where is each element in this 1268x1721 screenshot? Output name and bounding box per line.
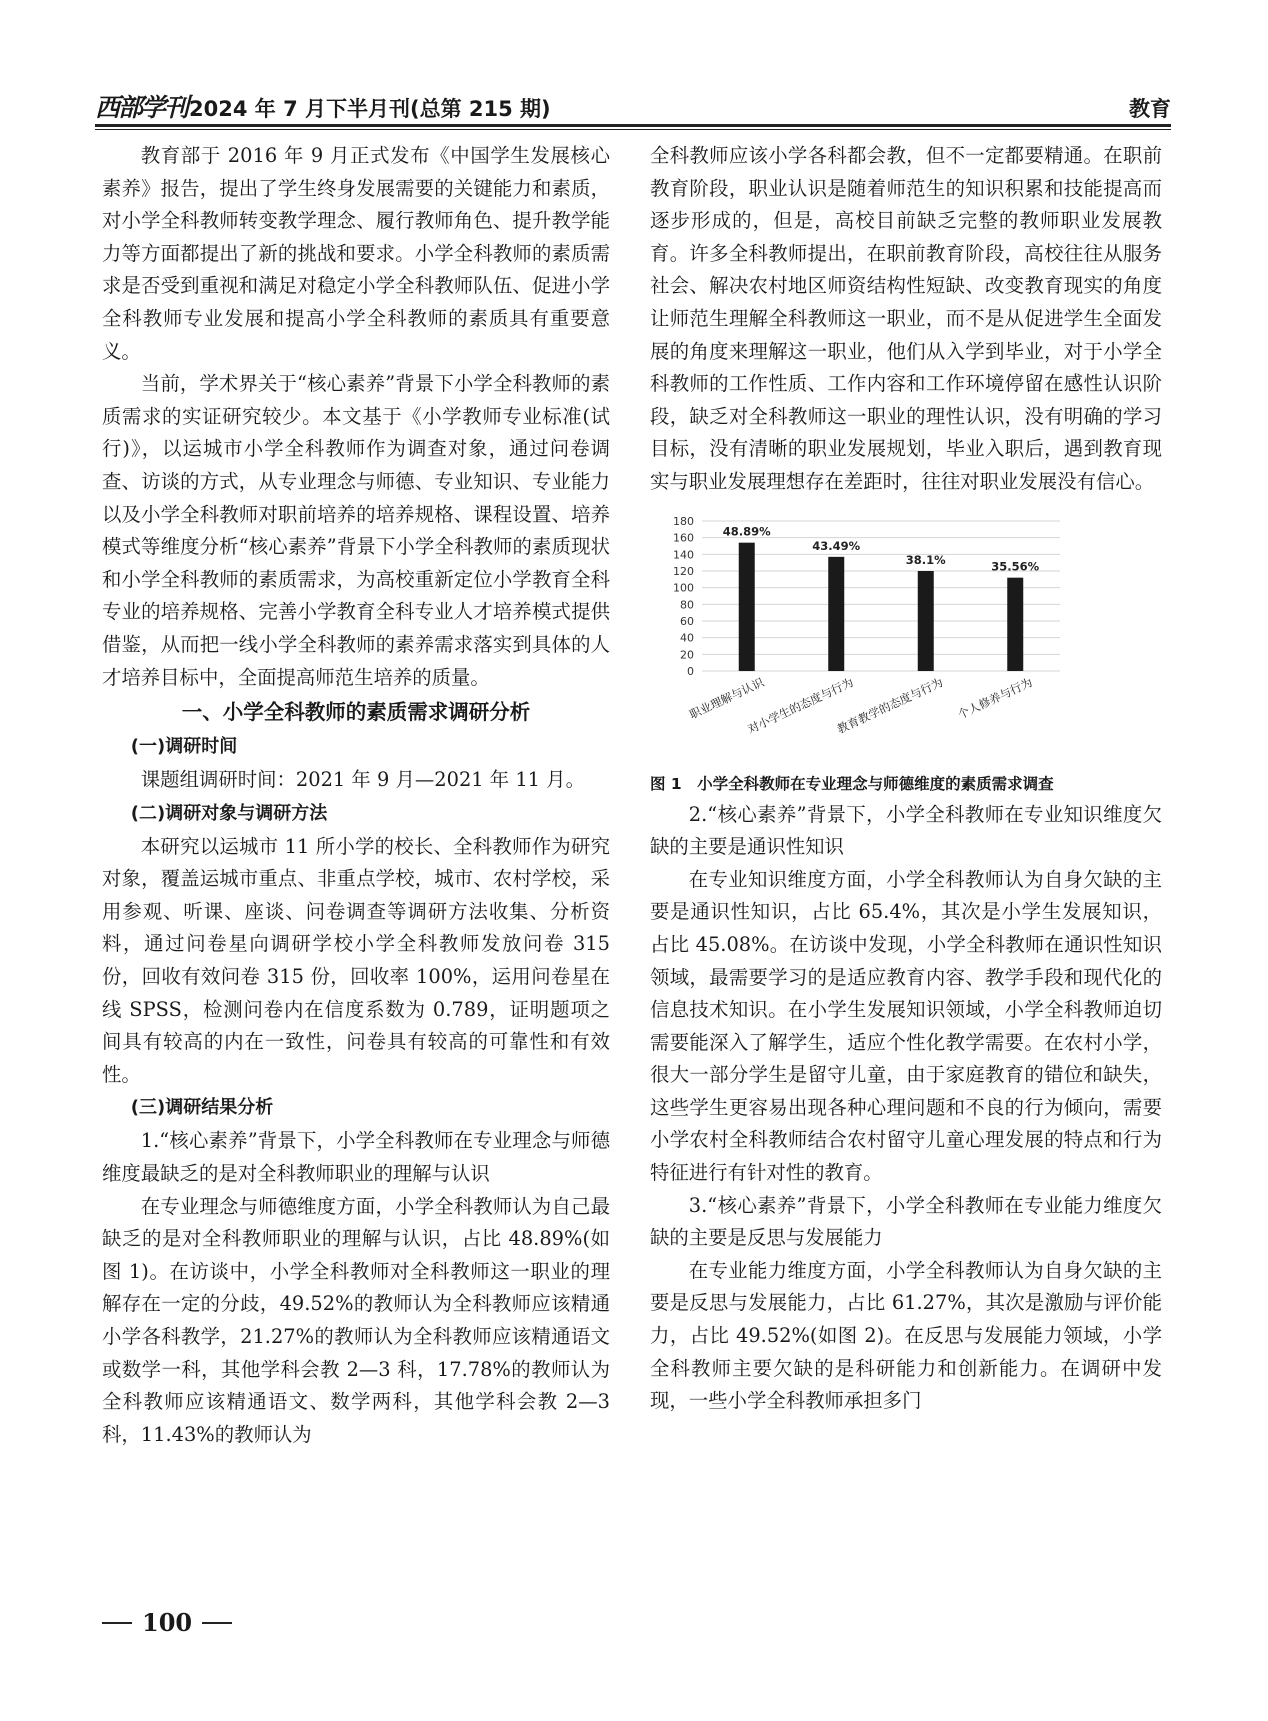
y-tick-label: 80 bbox=[680, 597, 694, 611]
data-label: 38.1% bbox=[905, 552, 946, 567]
y-tick-label: 40 bbox=[680, 631, 694, 645]
paragraph: 全科教师应该小学各科都会教，但不一定都要精通。在职前教育阶段，职业认识是随着师范生的知识积累和技能提高而逐步形成的，但是，高校目前缺乏完整的教师职业发展教育。许多全科教师提出，在职前教育阶段，高校往往从服务社会、解决农村地区师资结构性短缺、改变教育现实的角度让师范生理解全科教师这一职业，而不是从促进学生全面发展的角度来理解这一职业，他们从入学到毕业，对于小学全科教师的工作性质、工作内容和工作环境停留在感性认识阶段，缺乏对全科教师这一职业的理性认识，没有明确的学习目标，没有清晰的职业发展规划，毕业入职后，遇到教育现实与职业发展理想存在差距时，往往对职业发展没有信心。 bbox=[650, 144, 1162, 493]
y-tick-label: 0 bbox=[687, 664, 694, 678]
y-tick-label: 140 bbox=[673, 547, 694, 561]
paragraph: 课题组调研时间：2021 年 9 月—2021 年 11 月。 bbox=[140, 768, 585, 792]
left-column bbox=[102, 140, 610, 1451]
y-tick-label: 20 bbox=[680, 647, 694, 661]
figure-1 bbox=[650, 509, 1162, 769]
paragraph: 在专业能力维度方面，小学全科教师认为自身欠缺的主要是反思与发展能力，占比 61.27%，其次是激励与评价能力，占比 49.52%(如图 2)。在反思与发展能力领域，小学全科教师主要欠缺的是科研能力和创新能力。在调研中发现，一些小学全科教师承担多门 bbox=[650, 1258, 1162, 1413]
subsection-heading: (三)调研结果分析 bbox=[130, 1097, 274, 1119]
data-label: 48.89% bbox=[722, 524, 771, 539]
page-number bbox=[102, 1608, 232, 1637]
y-tick-label: 60 bbox=[680, 614, 694, 628]
page-number-value: 100 bbox=[142, 1608, 193, 1637]
paragraph: 在专业知识维度方面，小学全科教师认为自身欠缺的主要是通识性知识，占比 65.4%，其次是小学生发展知识，占比 45.08%。在访谈中发现，小学全科教师在通识性知识领域，最需要学习的是适应教育内容、教学手段和现代化的信息技术知识。在小学生发展知识领域，小学全科教师迫切需要能深入了解学生，适应个性化教学需要。在农村小学，很大一部分学生是留守儿童，由于家庭教育的错位和缺失，这些学生更容易出现各种心理问题和不良的行为倾向，需要小学农村全科教师结合农村留守儿童心理发展的特点和行为特征进行有针对性的教育。 bbox=[650, 867, 1162, 1185]
paragraph: 教育部于 2016 年 9 月正式发布《中国学生发展核心素养》报告，提出了学生终身发展需要的关键能力和素质，对小学全科教师转变教学理念、履行教师角色、提升教学能力等方面都提出了新的挑战和要求。小学全科教师的素质需求是否受到重视和满足对稳定小学全科教师队伍、促进小学全科教师专业发展和提高小学全科教师的素质具有重要意义。 bbox=[102, 144, 610, 363]
numbered-heading: 3.“核心素养”背景下，小学全科教师在专业能力维度欠缺的主要是反思与发展能力 bbox=[650, 1193, 1162, 1250]
paragraph: 在专业理念与师德维度方面，小学全科教师认为自己最缺乏的是对全科教师职业的理解与认识，占比 48.89%(如图 1)。在访谈中，小学全科教师对全科教师这一职业的理解存在一定的分歧，49.52%的教师认为全科教师应该精通小学各科教学，21.27%的教师认为全科教师应该精通语文或数学一科，其他学科会教 2—3 科，17.78%的教师认为全科教师应该精通语文、数学两科，其他学科会教 2—3 科，11.43%的教师认为 bbox=[102, 1194, 610, 1446]
y-tick-label: 100 bbox=[673, 581, 694, 595]
bar bbox=[918, 571, 934, 671]
issue-info: 2024 年 7 月下半月刊(总第 215 期) bbox=[189, 97, 551, 121]
subsection-heading: (一)调研时间 bbox=[130, 736, 238, 758]
bar bbox=[739, 542, 755, 670]
subsection-heading: (二)调研对象与调研方法 bbox=[130, 802, 328, 824]
numbered-heading: 1.“核心素养”背景下，小学全科教师在专业理念与师德维度最缺乏的是对全科教师职业的理解与认识 bbox=[102, 1129, 610, 1186]
numbered-heading: 2.“核心素养”背景下，小学全科教师在专业知识维度欠缺的主要是通识性知识 bbox=[650, 802, 1162, 859]
masthead bbox=[95, 95, 551, 120]
bar bbox=[1007, 577, 1023, 670]
journal-logo: 西部学刊 bbox=[95, 93, 188, 122]
header-rule-thin bbox=[95, 129, 1171, 130]
x-tick-label: 职业理解与认识 bbox=[687, 674, 767, 722]
bar bbox=[828, 556, 844, 670]
y-tick-label: 160 bbox=[673, 531, 694, 545]
x-tick-label: 个人修养与行为 bbox=[955, 674, 1035, 722]
x-tick-label: 教育教学的态度与行为 bbox=[834, 674, 946, 736]
paragraph: 当前，学术界关于“核心素养”背景下小学全科教师的素质需求的实证研究较少。本文基于《小学教师专业标准(试行)》，以运城市小学全科教师作为调查对象，通过问卷调查、访谈的方式，从专业理念与师德、专业知识、专业能力以及小学全科教师对职前培养的培养规格、课程设置、培养模式等维度分析“核心素养”背景下小学全科教师的素质现状和小学全科教师的素质需求，为高校重新定位小学教育全科专业的培养规格、完善小学教育全科专业人才培养模式提供借鉴，从而把一线小学全科教师的素养需求落实到具体的人才培养目标中，全面提高师范生培养的质量。 bbox=[102, 372, 610, 689]
page-header bbox=[95, 84, 1171, 120]
bar-chart bbox=[650, 509, 1162, 769]
right-column bbox=[650, 140, 1162, 1418]
data-label: 43.49% bbox=[812, 538, 861, 553]
dash-left bbox=[102, 1622, 132, 1624]
y-tick-label: 180 bbox=[673, 514, 694, 528]
figure-caption: 图 1 小学全科教师在专业理念与师德维度的素质需求调查 bbox=[650, 774, 1054, 793]
paragraph: 本研究以运城市 11 所小学的校长、全科教师作为研究对象，覆盖运城市重点、非重点学校，城市、农村学校，采用参观、听课、座谈、问卷调查等调研方法收集、分析资料，通过问卷星向调研学校小学全科教师发放问卷 315 份，回收有效问卷 315 份，回收率 100%，运用问卷星在线 SPSS，检测问卷内在信度系数为 0.789，证明题项之间具有较高的内在一致性，问卷具有较高的可靠性和有效性。 bbox=[102, 834, 610, 1086]
y-tick-label: 120 bbox=[673, 564, 694, 578]
header-rule bbox=[95, 124, 1171, 127]
x-tick-label: 对小学生的态度与行为 bbox=[745, 674, 856, 736]
data-label: 35.56% bbox=[991, 559, 1040, 574]
section-name: 教育 bbox=[1129, 97, 1171, 121]
dash-right bbox=[202, 1622, 232, 1624]
section-heading: 一、小学全科教师的素质需求调研分析 bbox=[181, 700, 531, 725]
